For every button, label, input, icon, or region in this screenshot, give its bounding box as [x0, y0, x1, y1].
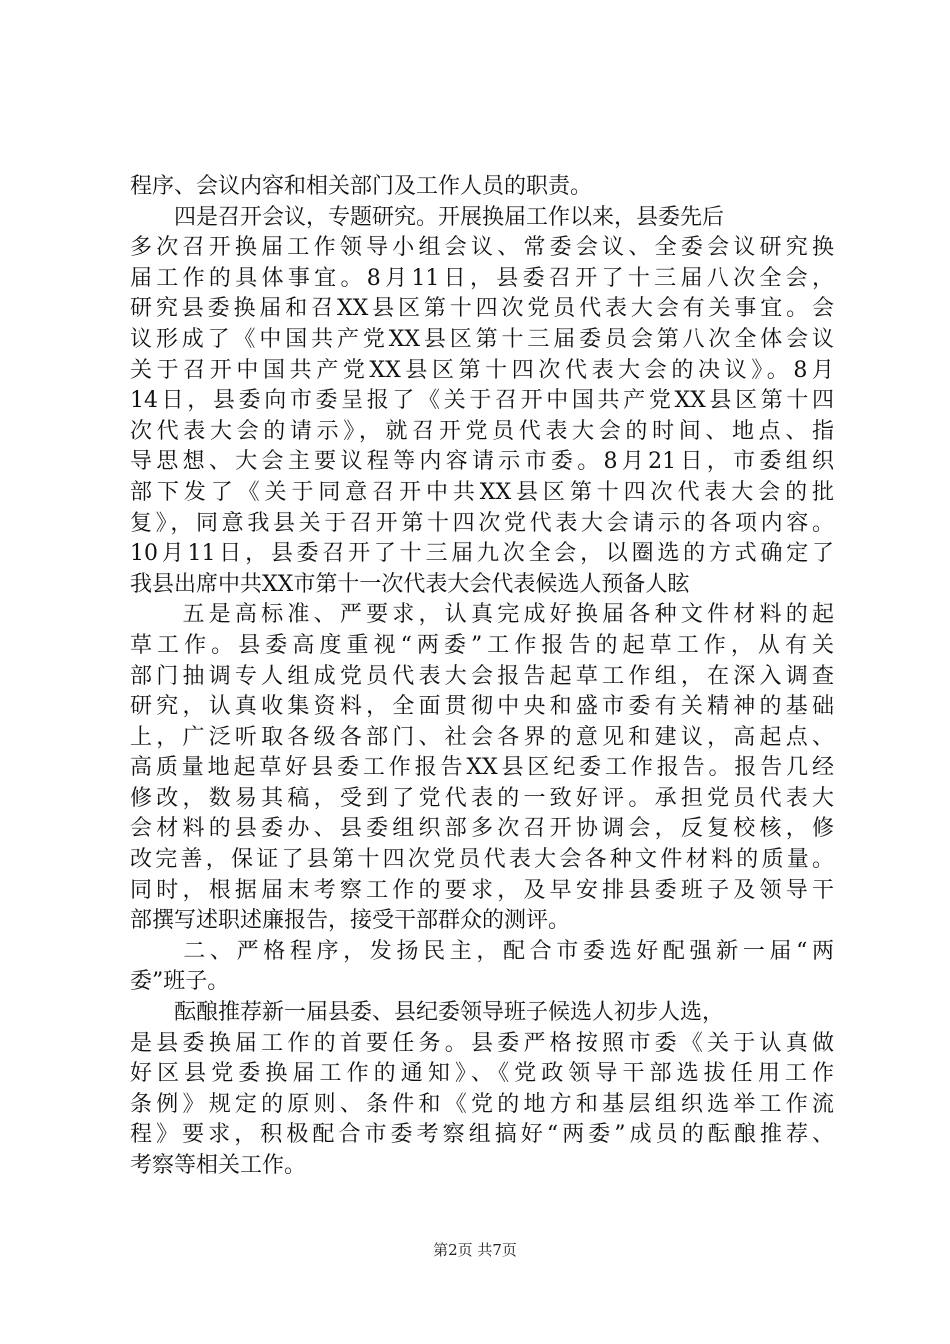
text-line: 议形成了《中国共产党XX县区第十三届委员会第八次全体会议 — [130, 326, 834, 352]
page-number-footer: 第2页 共7页 — [433, 1241, 517, 1259]
text-line: 14日，县委向市委呈报了《关于召开中国共产党XX县区第十四 — [130, 388, 834, 414]
text-line: 同时，根据届末考察工作的要求，及早安排县委班子及领导干 — [130, 877, 834, 903]
section-heading-line: 二、严格程序，发扬民主，配合市委选好配强新一届“两 — [130, 938, 834, 964]
text-line: 研究县委换届和召XX县区第十四次党员代表大会有关事宜。会 — [130, 296, 834, 322]
text-line: 考察等相关工作。 — [130, 1153, 307, 1178]
text-line: 10月11日，县委召开了十三届九次全会，以圈选的方式确定了 — [130, 541, 834, 567]
text-line: 复》，同意我县关于召开第十四次党代表大会请示的各项内容。 — [130, 510, 834, 536]
text-line: 程序、会议内容和相关部门及工作人员的职责。 — [130, 174, 593, 199]
text-line: 酝酿推荐新一届县委、县纪委领导班子候选人初步人选， — [130, 1000, 725, 1026]
text-line: 部下发了《关于同意召开中共XX县区第十四次代表大会的批 — [130, 479, 834, 505]
document-body — [130, 172, 834, 1182]
text-line: 草工作。县委高度重视“两委”工作报告的起草工作，从有关 — [130, 632, 834, 658]
text-line: 研究，认真收集资料，全面贯彻中央和盛市委有关精神的基础 — [130, 694, 834, 720]
text-line: 条例》规定的原则、条件和《党的地方和基层组织选举工作流 — [130, 1091, 834, 1117]
text-line: 好区县党委换届工作的通知》、《党政领导干部选拔任用工作 — [130, 1061, 834, 1087]
section-heading-line: 委”班子。 — [130, 969, 230, 995]
text-line: 是县委换届工作的首要任务。县委严格按照市委《关于认真做 — [130, 1030, 834, 1056]
text-line: 次代表大会的请示》，就召开党员代表大会的时间、地点、指 — [130, 418, 834, 444]
text-line: 四是召开会议，专题研究。开展换届工作以来，县委先后 — [130, 204, 725, 230]
text-line: 部撰写述职述廉报告，接受干部群众的测评。 — [130, 908, 571, 934]
text-line: 程》要求，积极配合市委考察组搞好“两委”成员的酝酿推荐、 — [130, 1122, 834, 1148]
text-line: 我县出席中共XX市第十一次代表大会代表候选人预备人眩 — [130, 571, 690, 597]
text-line: 高质量地起草好县委工作报告XX县区纪委工作报告。报告几经 — [130, 755, 834, 781]
text-line: 部门抽调专人组成党员代表大会报告起草工作组，在深入调查 — [130, 663, 834, 689]
text-line: 修改，数易其稿，受到了党代表的一致好评。承担党员代表大 — [130, 785, 834, 811]
text-line: 届工作的具体事宜。8月11日，县委召开了十三届八次全会， — [130, 265, 834, 291]
text-line: 会材料的县委办、县委组织部多次召开协调会，反复校核，修 — [130, 816, 834, 842]
text-line: 改完善，保证了县第十四次党员代表大会各种文件材料的质量。 — [130, 847, 834, 873]
text-line: 导思想、大会主要议程等内容请示市委。8月21日，市委组织 — [130, 449, 834, 475]
text-line: 关于召开中国共产党XX县区第十四次代表大会的决议》。8月 — [130, 357, 834, 383]
text-line: 上，广泛听取各级各部门、社会各界的意见和建议，高起点、 — [130, 724, 834, 750]
text-line: 多次召开换届工作领导小组会议、常委会议、全委会议研究换 — [130, 235, 834, 261]
text-line: 五是高标准、严要求，认真完成好换届各种文件材料的起 — [130, 602, 834, 628]
